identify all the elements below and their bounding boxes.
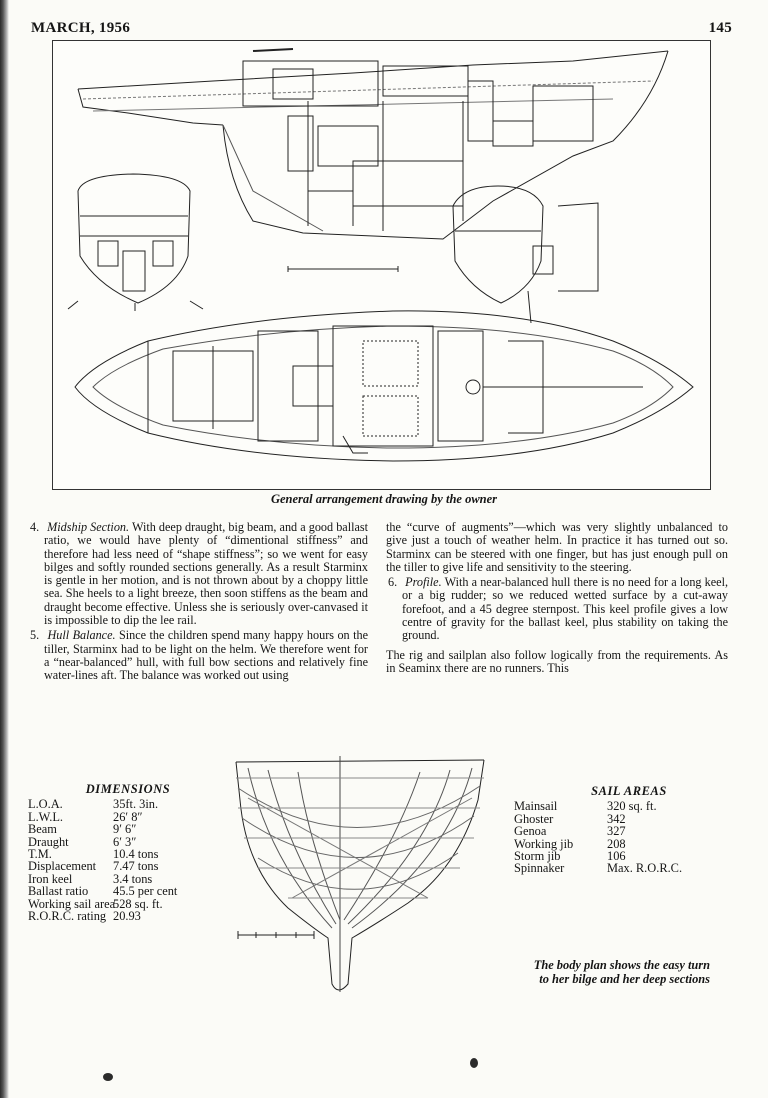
body-plan-scale-bar xyxy=(236,925,316,945)
right-section-views xyxy=(453,186,598,323)
dimensions-table xyxy=(28,783,218,922)
closing-paragraph: The rig and sailplan also follow logically from the requirements. As in Seaminx there are no runners. This xyxy=(386,647,728,675)
continuation-paragraph: the “curve of augments”—which was very slightly unbalanced to give just a touch of weather helm. In practice it has turned out so. Starminx can be steered with one finger, but has just enough pull on the tiller to give life and sensitivity to the steering. xyxy=(386,520,728,574)
dimension-row: Working sail area 528 sq. ft. xyxy=(28,896,163,911)
dimension-row: L.W.L. 26′ 8″ xyxy=(28,809,143,824)
sail-areas-title: SAIL AREAS xyxy=(591,784,667,798)
item-text: Since the children spend many happy hours on the tiller, Starminx had to be light on the helm. We therefore went for a “near-balanced” hull, with full bow sections and relatively fine water-lines aft. The balance was worked out using xyxy=(44,628,368,683)
left-midship-section xyxy=(68,174,203,311)
sail-row: Storm jib 106 xyxy=(514,849,626,864)
dimension-row: Ballast ratio 45.5 per cent xyxy=(28,884,178,899)
item-title: Midship Section. xyxy=(47,520,130,534)
dimension-row: Beam 9′ 6″ xyxy=(28,822,137,837)
dimension-row: T.M. 10.4 tons xyxy=(28,847,159,862)
scan-smudge xyxy=(470,1058,478,1068)
dimension-row: R.O.R.C. rating 20.93 xyxy=(28,909,141,924)
body-plan-drawing xyxy=(228,748,504,1000)
scan-edge xyxy=(0,0,9,1098)
sail-row: Spinnaker Max. R.O.R.C. xyxy=(514,861,683,876)
figure-caption: General arrangement drawing by the owner xyxy=(270,492,498,506)
dimension-row: Draught 6′ 3″ xyxy=(28,834,137,849)
item-text: With deep draught, big beam, and a good ballast ratio, we would have plenty of “dimentional stiffness” and therefore had less need of “shape stiffness”; so we went for easy bilges and softly rounded sections generally. As a result Starminx is gentle in her motion, and is not thrown about by a choppy little sea. She heels to a light breeze, then soon stiffens as the beam and draught become effective. Unless she is seriously over-canvased it is impossible to dip the lee rail. xyxy=(44,520,369,628)
item-profile: 6. Profile. With a near-balanced hull there is no need for a long keel, or a big rudder; so we reduced wetted surface by a cut-away forefoot, and a 45 degree sternpost. This keel profile gives a low centre of gravity for the ballast keel, plus stability on taking the ground. xyxy=(388,575,729,643)
dimensions-title: DIMENSIONS xyxy=(85,782,171,796)
item-midship-section: 4. Midship Section. With deep draught, big beam, and a good ballast ratio, we would have plenty of “dimentional stiffness” and therefore had less need of “shape stiffness”; so we went for easy bilges and softly rounded sections generally. As a result Starminx is gentle in her motion, and is not thrown about by a choppy little sea. She heels to a light breeze, then soon stiffens as the beam and draught become effective. Unless she is seriously over-canvased it is impossible to dip the lee rail. xyxy=(30,520,369,628)
sail-row: Ghoster 342 xyxy=(514,811,626,826)
profile-view xyxy=(78,49,668,239)
dimension-row: Iron keel 3.4 tons xyxy=(28,871,153,886)
sail-row: Genoa 327 xyxy=(514,824,626,839)
page-number: 145 xyxy=(708,20,732,36)
page-date: MARCH, 1956 xyxy=(31,20,131,36)
plan-view xyxy=(75,311,693,461)
dimension-row: Displacement 7.47 tons xyxy=(28,859,159,874)
profile-scale-bar xyxy=(288,266,398,272)
item-title: Profile. xyxy=(405,575,442,590)
item-title: Hull Balance. xyxy=(47,628,116,643)
item-hull-balance: 5. Hull Balance. Since the children spend many happy hours on the tiller, Starminx had to be light on the helm. We therefore went for a “near-balanced” hull, with full bow sections and relatively fine water-lines aft. The balance was worked out using xyxy=(30,628,368,683)
general-arrangement-drawing xyxy=(52,40,711,490)
sail-row: Working jib 208 xyxy=(514,836,626,851)
text-column-right xyxy=(386,521,728,675)
body-plan-caption: The body plan shows the easy turn to her bilge and her deep sections xyxy=(533,958,710,986)
dimension-row: L.O.A. 35ft. 3in. xyxy=(28,797,159,812)
sail-row: Mainsail 320 sq. ft. xyxy=(514,799,657,814)
text-column-left xyxy=(28,521,368,683)
sail-areas-table xyxy=(514,785,714,875)
item-text: With a near-balanced hull there is no need for a long keel, or a big rudder; so we reduced wetted surface by a cut-away forefoot, and a 45 degree sternpost. This keel profile gives a low centre of gravity for the ballast keel, plus stability on taking the ground. xyxy=(402,575,729,643)
scan-smudge xyxy=(103,1073,113,1081)
